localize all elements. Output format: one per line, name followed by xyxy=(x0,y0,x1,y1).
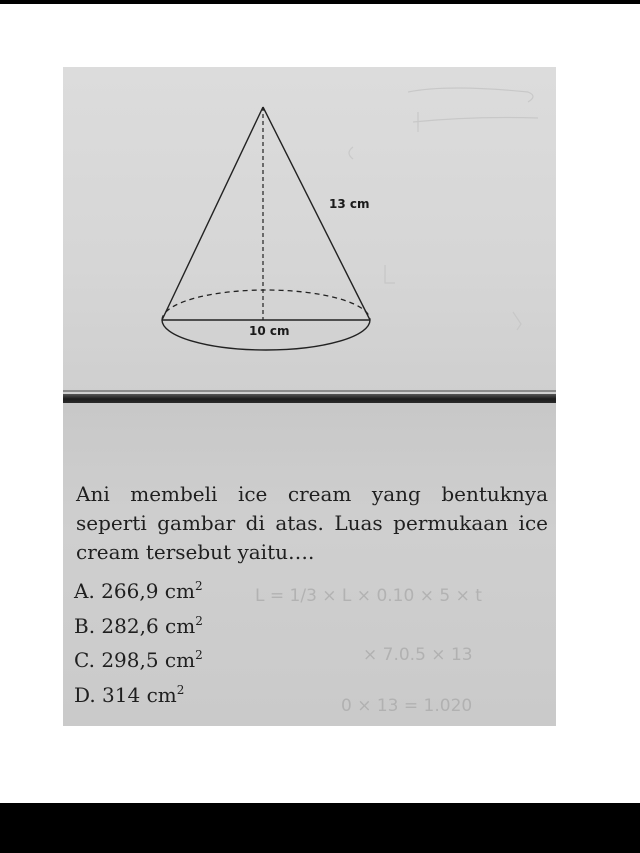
cone-diagram xyxy=(63,67,556,394)
question-photo xyxy=(63,403,556,726)
photo-divider xyxy=(63,394,556,403)
option-d xyxy=(74,678,374,713)
bottom-black-bar xyxy=(0,803,640,853)
option-letter: C. xyxy=(74,648,95,672)
top-black-bar xyxy=(0,0,640,4)
option-letter: A. xyxy=(74,579,95,603)
option-exponent: 2 xyxy=(195,613,203,628)
option-exponent: 2 xyxy=(176,682,185,697)
option-letter: D. xyxy=(74,682,96,707)
cone-right-side xyxy=(263,107,370,320)
cone-base-back xyxy=(162,290,370,320)
handwriting-line-3: 0 × 13 = 1.020 xyxy=(341,696,473,716)
handwriting-line-1: L = 1/3 × L × 0.10 × 5 × t xyxy=(255,586,482,606)
option-b xyxy=(74,609,374,644)
cone-figure-photo xyxy=(63,67,556,394)
figure-bottom-rule xyxy=(63,390,556,392)
cone-left-side xyxy=(162,107,263,320)
option-value: 314 cm xyxy=(102,682,177,707)
option-value: 298,5 cm xyxy=(101,648,196,672)
option-value: 266,9 cm xyxy=(101,579,195,603)
option-exponent: 2 xyxy=(194,579,203,593)
handwriting-line-2: × 7.0.5 × 13 xyxy=(363,645,473,665)
option-c xyxy=(74,643,374,678)
option-value: 282,6 cm xyxy=(101,613,196,638)
slant-height-label: 13 cm xyxy=(329,197,370,211)
option-letter: B. xyxy=(74,613,96,638)
option-exponent: 2 xyxy=(195,648,203,662)
faint-scribbles xyxy=(349,88,538,330)
question-text: Ani membeli ice cream yang bentuknya seperti gambar di atas. Luas permukaan ice cream tersebut yaitu…. xyxy=(76,482,548,564)
diameter-label: 10 cm xyxy=(249,324,290,338)
